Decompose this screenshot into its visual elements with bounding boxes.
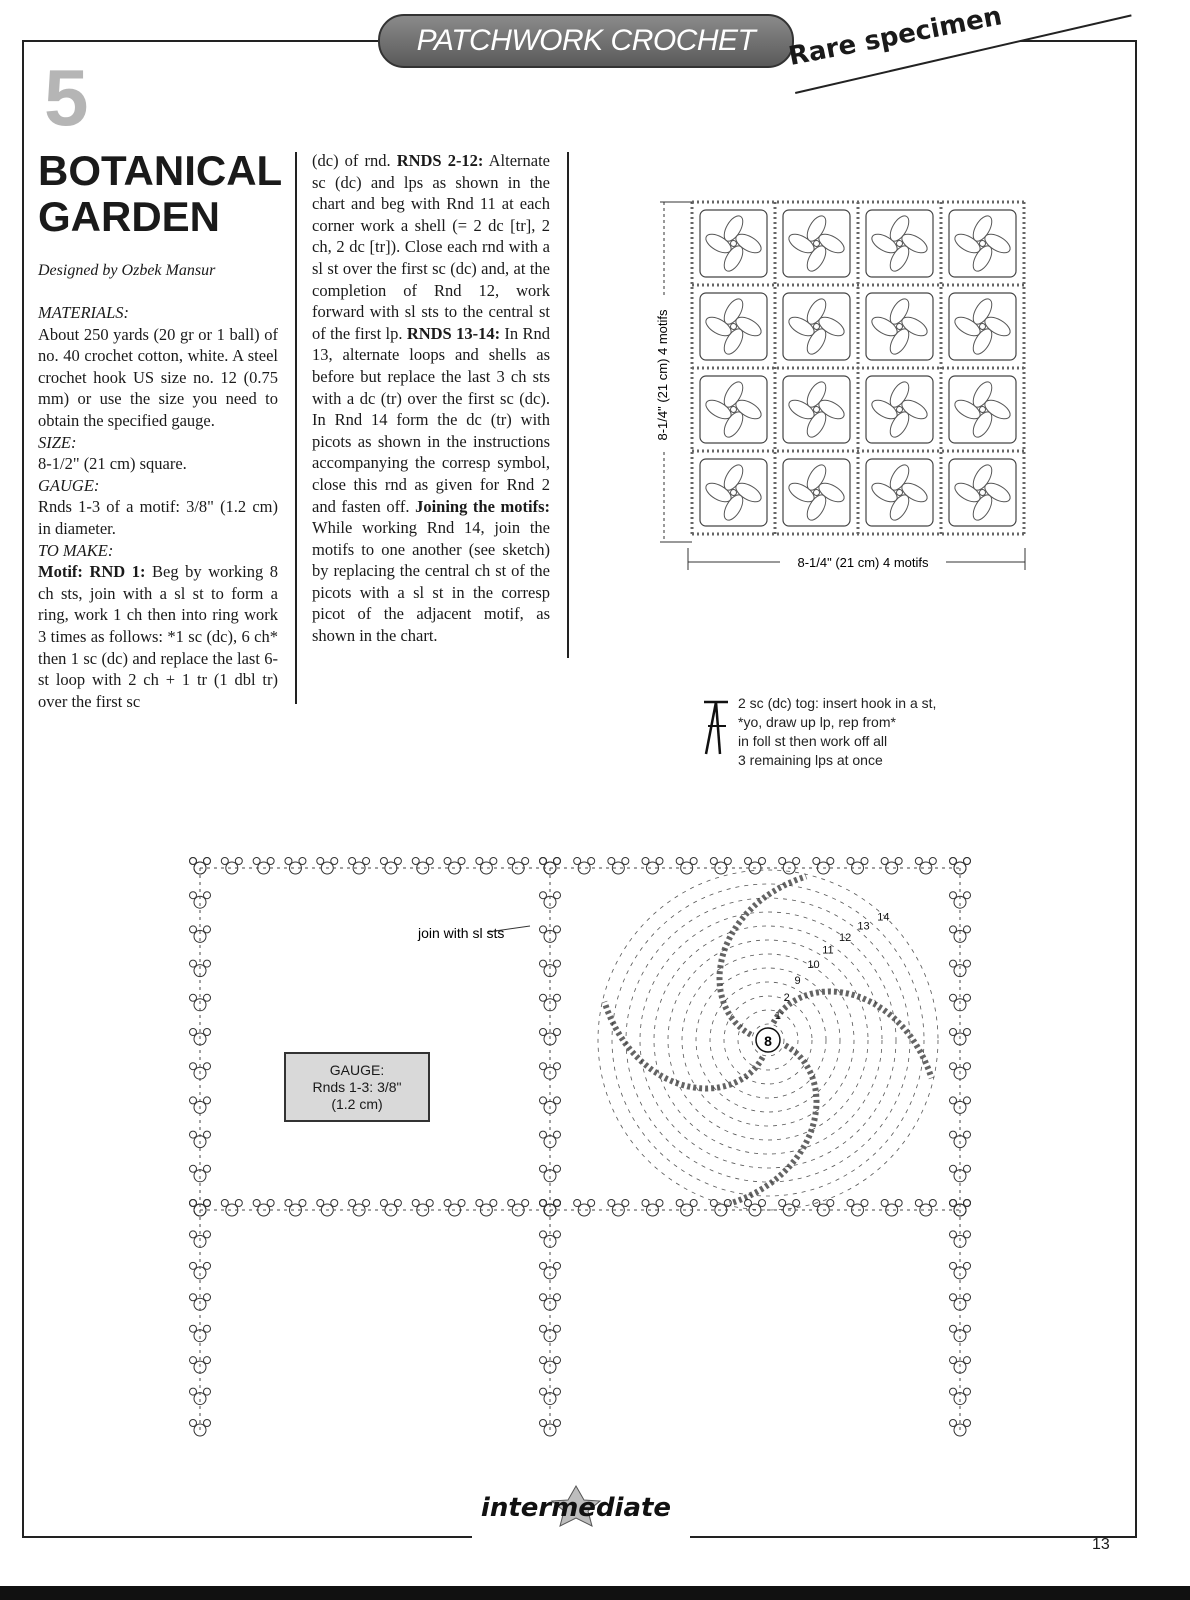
picot-cluster: [190, 1200, 211, 1217]
frame-left: [22, 40, 24, 1536]
chart-spiral-arm: [773, 992, 931, 1079]
vertical-dimension-label: 8-1/4" (21 cm) 4 motifs: [655, 309, 670, 441]
materials-label: MATERIALS:: [38, 303, 130, 322]
picot-cluster: [444, 858, 465, 875]
picot-cluster: [608, 858, 629, 875]
chart-round-label: 2: [783, 992, 790, 1004]
symbol-key-line4: 3 remaining lps at once: [738, 752, 883, 768]
rnds-13-14-label: RNDS 13-14:: [406, 323, 501, 343]
picot-cluster: [676, 1200, 697, 1217]
chart-round-label: 14: [877, 911, 890, 924]
skill-level-label: intermediate: [480, 1493, 672, 1523]
picot-cluster: [444, 1200, 465, 1217]
materials-text: About 250 yards (20 gr or 1 ball) of no. 40 crochet cotton, white. A steel crochet hook US size no. 12 (0.75 mm) or use the size you need to obtain the specified gauge.: [38, 324, 278, 430]
frame-bottom-right: [690, 1536, 1137, 1538]
col2-text-b: Alternate sc (dc) and lps as shown in the chart and beg with Rnd 11 at each corner work a shell (= 2 dc [tr], 2 ch, 2 dc [tr]). Close each rnd with a sl st over the first sc (dc) and, at the completion of Rnd 12, work forward with sl sts to the central st of the first lp.: [312, 151, 550, 343]
chart-round-label: 11: [822, 944, 834, 957]
chart-round-label: 1: [774, 1010, 782, 1023]
picot-cluster: [779, 1200, 800, 1217]
picot-cluster: [540, 1200, 561, 1217]
sketch-motif: [783, 376, 850, 443]
picot-cluster: [847, 858, 868, 875]
join-label: join with sl sts: [418, 925, 505, 941]
picot-cluster: [813, 858, 834, 875]
picot-cluster: [190, 1165, 211, 1182]
picot-cluster: [190, 1325, 211, 1342]
instructions-column-1: [38, 302, 278, 712]
sketch-motif: [783, 459, 850, 526]
picot-cluster: [190, 1131, 211, 1148]
picot-cluster: [745, 1200, 766, 1217]
picot-cluster: [285, 1200, 306, 1217]
chart-round-label: 9: [794, 974, 801, 987]
sketch-motif: [866, 376, 933, 443]
picot-cluster: [190, 858, 211, 875]
sketch-motif: [949, 210, 1016, 277]
picot-cluster: [642, 1200, 663, 1217]
frame-right: [1135, 40, 1137, 1536]
symbol-key-line2: *yo, draw up lp, rep from*: [738, 714, 896, 730]
picot-cluster: [847, 1200, 868, 1217]
picot-cluster: [950, 1262, 971, 1279]
chart-center-label: 8: [764, 1033, 772, 1049]
picot-cluster: [950, 1200, 971, 1217]
frame-bottom-left: [22, 1536, 472, 1538]
picot-cluster: [540, 858, 561, 875]
pattern-title-line1: BOTANICAL: [38, 147, 283, 194]
column-rule-1: [295, 152, 297, 704]
sketch-motif: [866, 459, 933, 526]
chart-gauge-box: [284, 1052, 430, 1122]
picot-cluster: [476, 858, 497, 875]
symbol-key-line1: 2 sc (dc) tog: insert hook in a st,: [738, 695, 937, 711]
picot-cluster: [253, 858, 274, 875]
column-rule-2: [567, 152, 569, 658]
pattern-title: [38, 148, 288, 240]
chart-round-label: 13: [857, 920, 870, 933]
picot-cluster: [540, 1200, 561, 1217]
rare-specimen-stamp: Rare specimen: [786, 1, 1005, 73]
picot-cluster: [190, 1200, 211, 1217]
sketch-motif: [866, 293, 933, 360]
picot-cluster: [540, 858, 561, 875]
designer-credit: Designed by Ozbek Mansur: [38, 262, 216, 279]
picot-cluster: [540, 1200, 561, 1217]
picot-cluster: [508, 858, 529, 875]
picot-cluster: [950, 858, 971, 875]
scan-bottom-band: [0, 1586, 1190, 1600]
picot-cluster: [508, 1200, 529, 1217]
picot-cluster: [574, 858, 595, 875]
picot-cluster: [221, 858, 242, 875]
col2-text-d: While working Rnd 14, join the motifs to one another (see sketch) by replacing the central ch st of the picots with a sl st in the corresp picot of the adjacent motif, as shown in the chart.: [312, 518, 550, 646]
picot-cluster: [950, 1325, 971, 1342]
gauge-box-line2: Rnds 1-3: 3/8": [312, 1078, 402, 1095]
picot-cluster: [574, 1200, 595, 1217]
sketch-motif: [700, 293, 767, 360]
instructions-column-2: [312, 150, 550, 647]
picot-cluster: [253, 1200, 274, 1217]
picot-cluster: [710, 1200, 731, 1217]
picot-cluster: [540, 1165, 561, 1182]
picot-cluster: [710, 858, 731, 875]
picot-cluster: [950, 1200, 971, 1217]
picot-cluster: [950, 858, 971, 875]
size-label: SIZE:: [38, 432, 77, 452]
sketch-motif: [783, 210, 850, 277]
joining-label: Joining the motifs:: [415, 496, 550, 516]
col2-text-c: In Rnd 13, alternate loops and shells as before but replace the last 3 ch sts with a dc (tr) over the first sc (dc). In Rnd 14 form the dc (tr) with picots as shown in the instructions accompanying the corresp symbol, close this rnd as given for Rnd 2 and fasten off.: [312, 323, 551, 516]
motif-label: Motif: RND 1:: [38, 562, 146, 582]
to-make-label: TO MAKE:: [38, 540, 114, 560]
header-title: PATCHWORK CROCHET: [416, 24, 756, 57]
gauge-text: Rnds 1-3 of a motif: 3/8" (1.2 cm) in diameter.: [38, 497, 278, 538]
picot-cluster: [608, 1200, 629, 1217]
sketch-motif: [783, 293, 850, 360]
picot-cluster: [540, 1200, 561, 1217]
sc-tog-symbol-icon: [700, 696, 734, 760]
gauge-box-line3: (1.2 cm): [331, 1095, 383, 1112]
frame-top-left: [22, 40, 382, 42]
sketch-motif: [700, 376, 767, 443]
picot-cluster: [642, 858, 663, 875]
picot-cluster: [221, 1200, 242, 1217]
chart-spiral-arm: [730, 1045, 817, 1203]
size-text: 8-1/2" (21 cm) square.: [38, 454, 187, 474]
picot-cluster: [950, 1200, 971, 1217]
picot-cluster: [676, 858, 697, 875]
picot-cluster: [881, 858, 902, 875]
picot-cluster: [412, 1200, 433, 1217]
picot-cluster: [950, 1388, 971, 1405]
col2-text-a: (dc) of rnd.: [312, 151, 391, 170]
picot-cluster: [540, 1131, 561, 1148]
page-number: 13: [1092, 1536, 1110, 1553]
rnds-2-12-label: RNDS 2-12:: [396, 151, 484, 170]
picot-cluster: [190, 1388, 211, 1405]
skill-level-badge: [468, 1484, 684, 1530]
picot-cluster: [915, 858, 936, 875]
picot-cluster: [476, 1200, 497, 1217]
picot-cluster: [881, 1200, 902, 1217]
picot-cluster: [813, 1200, 834, 1217]
picot-cluster: [412, 858, 433, 875]
symbol-key-line3: in foll st then work off all: [738, 733, 888, 749]
picot-cluster: [950, 1165, 971, 1182]
picot-cluster: [317, 858, 338, 875]
picot-cluster: [950, 1131, 971, 1148]
chart-round-label: 10: [807, 959, 820, 972]
picot-cluster: [380, 858, 401, 875]
sketch-motif: [700, 210, 767, 277]
sketch-motif: [949, 459, 1016, 526]
picot-cluster: [285, 858, 306, 875]
motif-grid: [692, 202, 1024, 534]
picot-cluster: [349, 1200, 370, 1217]
pattern-title-line2: GARDEN: [38, 193, 221, 240]
sketch-motif: [949, 293, 1016, 360]
chart-round-label: 12: [839, 931, 852, 944]
symbol-key-text: [738, 694, 936, 770]
picot-cluster: [540, 1262, 561, 1279]
sketch-motif: [866, 210, 933, 277]
crochet-chart: [170, 840, 990, 1450]
picot-cluster: [380, 1200, 401, 1217]
frame-top-right: [1020, 40, 1135, 42]
sketch-motif: [700, 459, 767, 526]
gauge-box-line1: GAUGE:: [329, 1061, 385, 1078]
picot-cluster: [540, 858, 561, 875]
picot-cluster: [540, 1325, 561, 1342]
motif-text: Beg by working 8 ch sts, join with a sl st to form a ring, work 1 ch then into ring work 3 times as follows: *1 sc (dc), 6 ch* then 1 sc (dc) and replace the last 6-st loop with 2 ch + 1 tr (1 dbl tr) over the first sc: [38, 562, 278, 711]
picot-cluster: [317, 1200, 338, 1217]
picot-cluster: [190, 1200, 211, 1217]
sketch-motif: [949, 376, 1016, 443]
picot-cluster: [190, 1262, 211, 1279]
picot-cluster: [745, 858, 766, 875]
picot-cluster: [915, 1200, 936, 1217]
picot-cluster: [190, 858, 211, 875]
picot-cluster: [540, 1388, 561, 1405]
horizontal-dimension-label: 8-1/4" (21 cm) 4 motifs: [797, 555, 929, 570]
pattern-number: 5: [44, 53, 89, 142]
header-banner: [378, 14, 794, 68]
gauge-label: GAUGE:: [38, 475, 100, 495]
assembly-sketch: [640, 190, 1050, 580]
picot-cluster: [349, 858, 370, 875]
